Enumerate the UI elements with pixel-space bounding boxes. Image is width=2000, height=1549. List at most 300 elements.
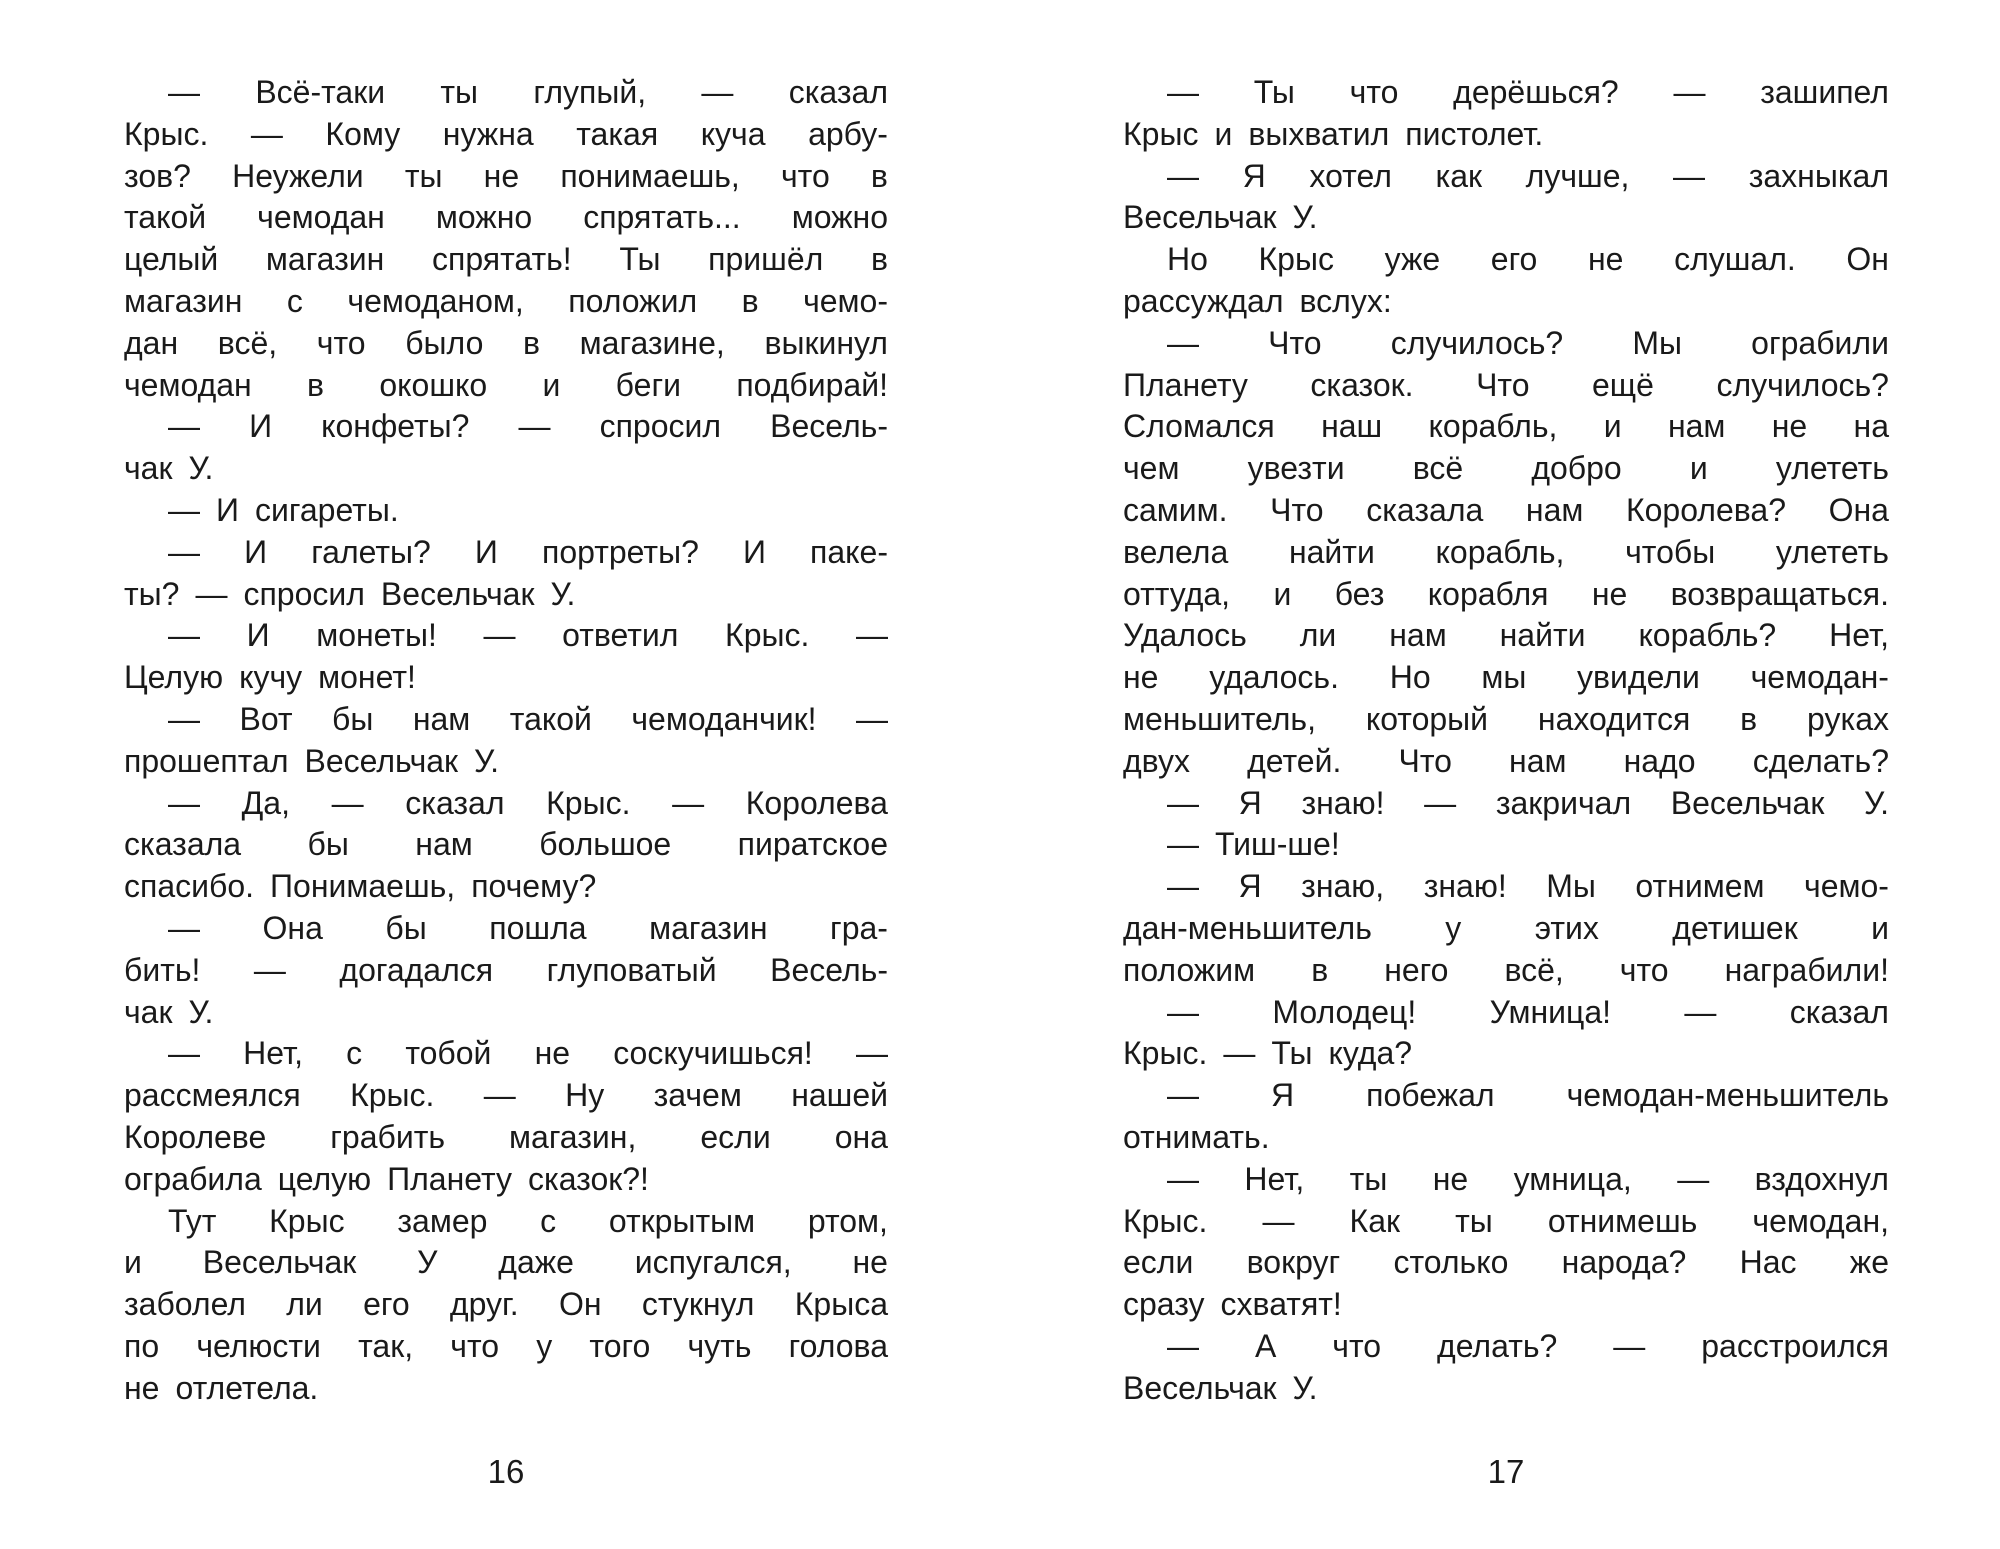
word: чтобы [1625, 533, 1716, 570]
text-line [124, 1326, 888, 1368]
word: делать? [1437, 1327, 1558, 1364]
word: чемо- [1804, 868, 1889, 905]
word: куча [700, 115, 766, 152]
word: детишек [1672, 909, 1798, 946]
text-line [124, 1117, 888, 1159]
word: уже [1384, 241, 1441, 278]
word: — [168, 74, 200, 110]
word: Она [1828, 491, 1889, 528]
word: она [834, 1118, 888, 1155]
word: чемодан, [1752, 1202, 1889, 1239]
word: — [250, 115, 283, 152]
word: магазин, [509, 1118, 637, 1155]
word: как [1435, 157, 1483, 194]
word: так, [358, 1327, 414, 1364]
word: чемодан [124, 366, 252, 403]
word: чемо- [803, 282, 888, 319]
word: — [1677, 1160, 1710, 1197]
word: У. [550, 575, 576, 612]
word: руках [1807, 700, 1889, 737]
word: слушал. [1674, 241, 1796, 278]
word: ещё [1592, 366, 1654, 403]
word: чемоданом, [347, 282, 524, 319]
word: столько [1393, 1244, 1509, 1281]
text-line [124, 1201, 888, 1243]
text-line [124, 866, 888, 908]
word: Крыса [794, 1286, 888, 1323]
word: — [1167, 1327, 1199, 1364]
text-line [1123, 197, 1889, 239]
word: Она [262, 909, 323, 946]
word: без [1334, 575, 1385, 612]
word: что [450, 1327, 500, 1364]
word: такой [509, 700, 592, 737]
text-line [124, 490, 888, 532]
word: ответил [562, 617, 679, 654]
word: Тиш-ше! [1215, 826, 1340, 863]
word: увезти [1247, 450, 1345, 487]
word: двух [1123, 742, 1190, 779]
word: беги [615, 366, 681, 403]
word: велела [1123, 533, 1229, 570]
text-line [124, 783, 888, 825]
word: случилось? [1390, 324, 1564, 361]
word: голова [788, 1327, 888, 1364]
word: — [701, 74, 734, 110]
word: нам [1509, 742, 1567, 779]
word: побежал [1366, 1077, 1495, 1114]
word: окошко [379, 366, 488, 403]
word: же [1849, 1244, 1889, 1281]
word: Я [1242, 157, 1266, 194]
word: Я [1271, 1077, 1295, 1114]
word: улететь [1775, 533, 1889, 570]
word: ограбили [1751, 324, 1889, 361]
word: чемодан-меньшитель [1566, 1077, 1889, 1114]
text-line [124, 950, 888, 992]
word: — [168, 408, 200, 445]
word: не [1432, 1160, 1469, 1197]
word: Нет, [1829, 617, 1889, 654]
word: — [1167, 784, 1199, 821]
word: возвращаться. [1670, 575, 1889, 612]
word: — [195, 575, 228, 612]
word: в [523, 324, 541, 361]
text-line [124, 1159, 888, 1201]
word: корабля [1427, 575, 1549, 612]
word: чем [1123, 450, 1180, 487]
word: У. [188, 993, 214, 1030]
word: спрятать... [583, 199, 741, 236]
word: У. [1864, 784, 1889, 821]
text-line [1123, 365, 1889, 407]
word: испугался, [634, 1244, 792, 1281]
text-line [1123, 1368, 1889, 1410]
word: Крыс. [1123, 1202, 1208, 1239]
word: можно [435, 199, 533, 236]
word: кучу [239, 659, 303, 696]
word: Нас [1739, 1244, 1797, 1281]
word: глупый, [533, 74, 647, 110]
word: большое [539, 826, 672, 863]
word: Что [1398, 742, 1452, 779]
word: нам [415, 826, 473, 863]
word: — [1673, 157, 1706, 194]
word: такая [576, 115, 659, 152]
word: даже [498, 1244, 574, 1281]
word: сказал [1789, 993, 1889, 1030]
word: понимаешь, [560, 157, 740, 194]
word: — [855, 617, 888, 654]
word: вздохнул [1754, 1160, 1889, 1197]
word: Как [1349, 1202, 1400, 1239]
word: чуть [687, 1327, 752, 1364]
word: с [286, 282, 303, 319]
word: Сломался [1123, 408, 1275, 445]
word: у [536, 1327, 553, 1364]
text-line [124, 657, 888, 699]
word: умница, [1513, 1160, 1632, 1197]
word: спросил [599, 408, 722, 445]
word: не [124, 1369, 160, 1406]
word: всё, [217, 324, 278, 361]
text-line [124, 1242, 888, 1284]
word: награбили! [1724, 951, 1889, 988]
word: и [1273, 575, 1292, 612]
word: портреты? [542, 533, 699, 570]
word: того [589, 1327, 651, 1364]
word: что [1349, 74, 1399, 110]
word: нам [1389, 617, 1447, 654]
word: — [168, 784, 200, 821]
text-line [1123, 1117, 1889, 1159]
text-line [124, 406, 888, 448]
text-line [1123, 1284, 1889, 1326]
word: замер [397, 1202, 488, 1239]
word: ограбила [124, 1160, 262, 1197]
word: магазине, [579, 324, 725, 361]
word: такой [124, 199, 207, 236]
word: спросил [243, 575, 365, 612]
text-line [124, 323, 888, 365]
text-line [1123, 1326, 1889, 1368]
word: И [249, 408, 273, 445]
word: Ну [565, 1077, 605, 1114]
word: чемодан [257, 199, 385, 236]
word: подбирай! [736, 366, 888, 403]
word: если [1123, 1244, 1194, 1281]
word: ли [286, 1286, 323, 1323]
word: монет! [318, 659, 416, 696]
left-page-text [124, 72, 888, 1410]
word: Весельчак [1123, 199, 1277, 236]
text-line [1123, 1242, 1889, 1284]
word: сказала [1366, 491, 1484, 528]
word: ты [404, 157, 443, 194]
text-line [124, 1368, 888, 1410]
word: найти [1499, 617, 1586, 654]
word: Крыс. [124, 115, 209, 152]
word: тобой [405, 1035, 492, 1072]
word: Весельчак [1123, 1369, 1277, 1406]
word: — [168, 491, 200, 528]
word: бы [385, 909, 427, 946]
word: сразу [1123, 1286, 1205, 1323]
word: Ты [619, 241, 661, 278]
word: в [870, 157, 888, 194]
word: спасибо. [124, 868, 255, 905]
word: знаю, [1301, 868, 1385, 905]
word: куда? [1328, 1035, 1413, 1072]
word: в [307, 366, 325, 403]
word: сказал [405, 784, 505, 821]
word: — [855, 700, 888, 737]
word: спрятать! [431, 241, 572, 278]
word: Планету [387, 1160, 512, 1197]
word: почему? [471, 868, 597, 905]
word: Весель- [770, 408, 888, 445]
word: который [1365, 700, 1489, 737]
word: глуповатый [546, 951, 717, 988]
word: Что [1270, 491, 1324, 528]
word: чак [124, 993, 173, 1030]
word: ты [440, 74, 479, 110]
word: и [1214, 115, 1233, 152]
word: в [1311, 951, 1329, 988]
word: ты [1455, 1202, 1493, 1239]
word: не [1587, 241, 1624, 278]
word: расстроился [1701, 1327, 1889, 1364]
word: открытым [608, 1202, 756, 1239]
text-line [124, 281, 888, 323]
word: У. [1292, 1369, 1318, 1406]
word: не [534, 1035, 571, 1072]
word: А [1254, 1327, 1277, 1364]
word: и [1603, 408, 1622, 445]
word: Крыс [1123, 115, 1199, 152]
word: если [700, 1118, 771, 1155]
word: бить! [124, 951, 201, 988]
word: зашипел [1760, 74, 1889, 110]
word: отнимем [1635, 868, 1765, 905]
word: самим. [1123, 491, 1228, 528]
word: гра- [830, 909, 888, 946]
word: всё [1412, 450, 1464, 487]
word: грабить [330, 1118, 446, 1155]
word: — [168, 617, 200, 654]
right-page-number: 17 [1487, 1453, 1525, 1490]
word: Весельчак [380, 575, 535, 612]
word: Планету [1123, 366, 1248, 403]
word: Мы [1632, 324, 1683, 361]
text-line [124, 114, 888, 156]
word: магазин [649, 909, 768, 946]
text-line [124, 1033, 888, 1075]
text-line [124, 824, 888, 866]
word: корабль, [1435, 533, 1565, 570]
word: захныкал [1748, 157, 1889, 194]
text-line [124, 615, 888, 657]
word: и [542, 366, 561, 403]
word: Понимаешь, [270, 868, 456, 905]
word: улететь [1775, 450, 1889, 487]
word: детей. [1247, 742, 1342, 779]
word: арбу- [808, 115, 888, 152]
word: не [852, 1244, 888, 1281]
word: меньшитель, [1123, 700, 1316, 737]
word: нам [1525, 491, 1584, 528]
text-line [1123, 908, 1889, 950]
word: нам [412, 700, 471, 737]
text-line [1123, 281, 1889, 323]
word: прошептал [124, 742, 289, 779]
word: и [1689, 450, 1708, 487]
word: корабль? [1638, 617, 1777, 654]
word: Крыс. [725, 617, 810, 654]
word: не [1591, 575, 1628, 612]
left-page [124, 72, 888, 1410]
word: Удалось [1123, 617, 1247, 654]
word: Нет, [1244, 1160, 1305, 1197]
word: Да, [241, 784, 290, 821]
word: чемоданчик! [631, 700, 817, 737]
word: — [1424, 784, 1457, 821]
word: магазин [124, 282, 243, 319]
text-line [124, 156, 888, 198]
word: что [1619, 951, 1669, 988]
word: сказал [788, 74, 888, 110]
word: знаю! [1423, 868, 1507, 905]
word: монеты! [316, 617, 437, 654]
word: нашей [791, 1077, 888, 1114]
word: Всё-таки [255, 74, 386, 110]
word: в [741, 282, 759, 319]
word: Мы [1546, 868, 1596, 905]
word: Весельчак [202, 1244, 357, 1281]
word: — [518, 408, 551, 445]
word: что [316, 324, 366, 361]
word: отнимешь [1547, 1202, 1698, 1239]
text-line [1123, 156, 1889, 198]
word: — [1262, 1202, 1295, 1239]
word: отнимать. [1123, 1118, 1270, 1155]
word: с [346, 1035, 363, 1072]
word: в [870, 241, 888, 278]
word: И [244, 533, 268, 570]
text-line [1123, 1075, 1889, 1117]
word: — [855, 1035, 888, 1072]
right-page [1123, 72, 1889, 1410]
word: лучше, [1525, 157, 1630, 194]
word: — [1167, 868, 1199, 905]
word: Кому [325, 115, 401, 152]
word: — [483, 1077, 516, 1114]
word: случилось? [1716, 366, 1889, 403]
text-line [1123, 239, 1889, 281]
word: и [124, 1244, 142, 1281]
word: — [1684, 993, 1717, 1030]
word: дерёшься? [1453, 74, 1619, 110]
word: Целую [124, 659, 224, 696]
word: нужна [442, 115, 534, 152]
word: хотел [1309, 157, 1392, 194]
right-page-text [1123, 72, 1889, 1410]
word: пиратское [737, 826, 888, 863]
word: в [1740, 700, 1758, 737]
word: — [1167, 826, 1199, 863]
word: — [168, 1035, 200, 1072]
word: челюсти [196, 1327, 321, 1364]
word: рассмеялся [124, 1077, 301, 1114]
word: — [1167, 157, 1199, 194]
text-line [1123, 448, 1889, 490]
text-line [1123, 992, 1889, 1034]
word: чемодан- [1750, 659, 1889, 696]
word: целый [124, 241, 219, 278]
word: И [216, 491, 239, 528]
word: Но [1389, 659, 1431, 696]
word: него [1384, 951, 1449, 988]
word: ты [1349, 1160, 1388, 1197]
text-line [124, 197, 888, 239]
text-line [124, 741, 888, 783]
word: Королева [745, 784, 888, 821]
text-line [1123, 824, 1889, 866]
word: друг. [449, 1286, 519, 1323]
word: Весель- [770, 951, 888, 988]
word: положил [568, 282, 698, 319]
word: не [483, 157, 520, 194]
text-line [1123, 323, 1889, 365]
word: Ты [1271, 1035, 1313, 1072]
word: найти [1288, 533, 1375, 570]
text-line [1123, 574, 1889, 616]
word: не [1771, 408, 1808, 445]
text-line [124, 448, 888, 490]
text-line [1123, 532, 1889, 574]
word: сделать? [1752, 742, 1889, 779]
word: догадался [339, 951, 494, 988]
word: отлетела. [175, 1369, 319, 1406]
text-line [1123, 657, 1889, 699]
text-line [124, 1075, 888, 1117]
text-line [1123, 1033, 1889, 1075]
word: сказок. [1310, 366, 1414, 403]
text-line [1123, 490, 1889, 532]
word: Но [1167, 241, 1208, 278]
word: Крыс. [350, 1077, 435, 1114]
word: Молодец! [1272, 993, 1417, 1030]
word: сигареты. [255, 491, 399, 528]
word: этих [1534, 909, 1599, 946]
word: — [168, 909, 200, 946]
word: стукнул [641, 1286, 755, 1323]
word: мы [1481, 659, 1527, 696]
word: не [1123, 659, 1159, 696]
word: — [1673, 74, 1706, 110]
word: его [363, 1286, 410, 1323]
word: чак [124, 450, 173, 487]
word: галеты? [311, 533, 431, 570]
word: Он [558, 1286, 602, 1323]
word: заболел [124, 1286, 246, 1323]
text-line [1123, 406, 1889, 448]
text-line [1123, 1201, 1889, 1243]
word: Весельчак [1670, 784, 1825, 821]
word: У. [1292, 199, 1318, 236]
text-line [124, 365, 888, 407]
word: И [246, 617, 270, 654]
